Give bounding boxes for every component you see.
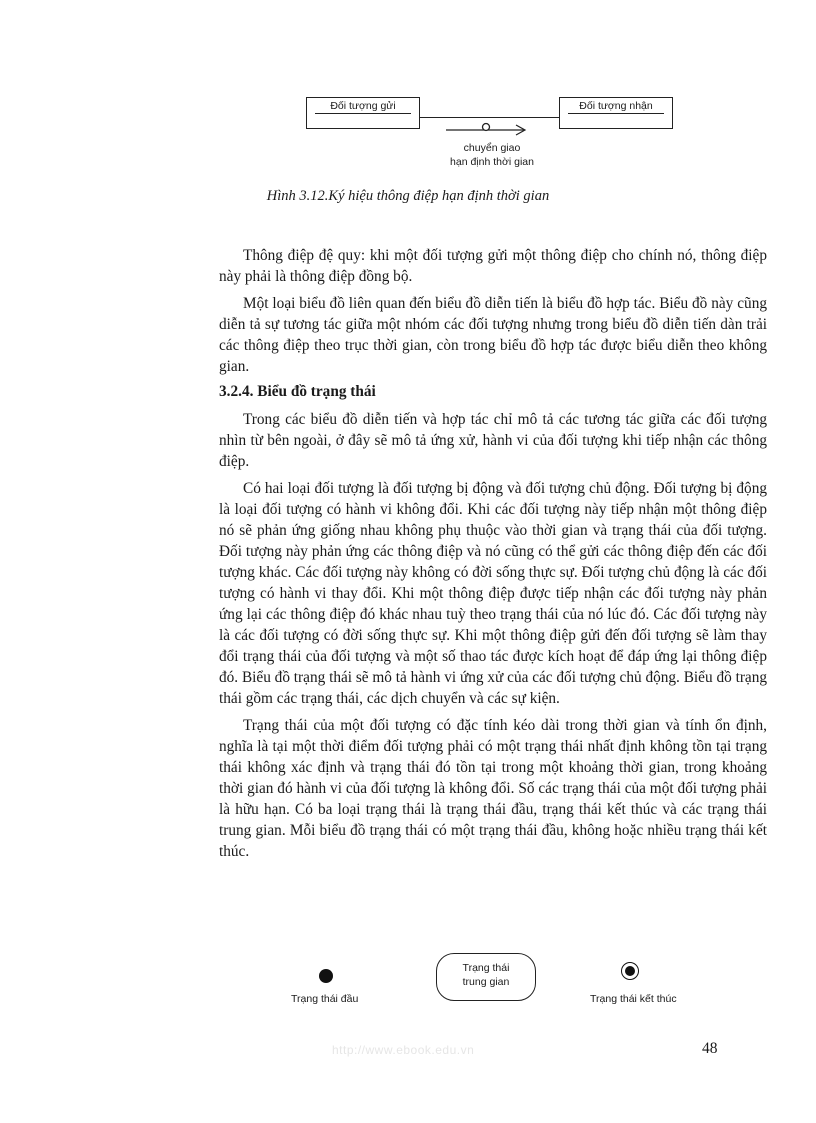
page-number: 48 — [702, 1040, 718, 1057]
paragraph-behavior: Trong các biểu đồ diễn tiến và hợp tác chỉ mô tả các tương tác giữa các đối tượng nhìn từ bên ngoài, ở đây sẽ mô tả ứng xử, hành vi của đối tượng khi tiếp nhận các thông điệp. — [219, 411, 767, 470]
paragraph-recursive-message: Thông điệp đệ quy: khi một đối tượng gửi một thông điệp cho chính nó, thông điệp này phải là thông điệp đồng bộ. — [219, 247, 767, 285]
intro-text — [219, 245, 767, 377]
initial-state-label: Trạng thái đầu — [291, 993, 359, 1005]
receiver-underline — [568, 113, 664, 114]
final-state-inner-icon — [625, 966, 635, 976]
intermediate-state-box — [436, 953, 536, 1001]
intermediate-line-1: Trạng thái — [462, 962, 510, 974]
figure-caption: Hình 3.12.Ký hiệu thông điệp hạn định thời gian — [266, 188, 550, 204]
receiver-object-box — [559, 97, 673, 129]
sender-underline — [315, 113, 411, 114]
initial-state-icon — [319, 969, 333, 983]
lifeline-connector — [419, 117, 559, 118]
paragraph-states: Trạng thái của một đối tượng có đặc tính kéo dài trong thời gian và tính ổn định, nghĩa là tại một thời điểm đối tượng phải có một trạng thái nhất định không tồn tại trạng thái không xác định và trạng thái đó tồn tại trong một khoảng thời gian, trong khoảng thời gian đó hành vi của đối tượng là không đổi. Số các trạng thái của một đối tượng phải là hữu hạn. Có ba loại trạng thái là trạng thái đầu, trạng thái kết thúc và các trạng thái trung gian. Mỗi biểu đồ trạng thái có một trạng thái đầu, không hoặc nhiều trạng thái kết thúc. — [219, 717, 767, 860]
final-state-icon — [621, 962, 639, 980]
message-line-2: hạn định thời gian — [450, 156, 534, 168]
receiver-label: Đối tượng nhận — [579, 100, 653, 112]
message-line-1: chuyển giao — [463, 142, 521, 154]
final-state-label: Trạng thái kết thúc — [590, 993, 677, 1005]
paragraph-object-types: Có hai loại đối tượng là đối tượng bị động và đối tượng chủ động. Đối tượng bị động là loại đối tượng có hành vi không đổi. Khi các đối tượng này tiếp nhận một thông điệp nó sẽ phản ứng giống nhau không phụ thuộc vào thời gian và trạng thái của đối tượng. Đối tượng này phản ứng các thông điệp và nó cũng có thể gửi các thông điệp đến các đối tượng khác. Các đối tượng này không có đời sống thực sự. Đối tượng chủ động là các đối tượng có hành vi thay đổi. Khi một thông điệp được tiếp nhận các đối tượng này phản ứng lại các thông điệp đó khác nhau tuỳ theo trạng thái của nó lúc đó. Các đối tượng này là các đối tượng có đời sống thực sự. Khi một thông điệp gửi đến đối tượng sẽ làm thay đổi trạng thái của đối tượng và một số thao tác được kích hoạt để đáp ứng lại thông điệp đó. Biểu đồ trạng thái sẽ mô tả hành vi ứng xử của các đối tượng chủ động. Biểu đồ trạng thái gồm các trạng thái, các dịch chuyển và các sự kiện. — [219, 480, 767, 707]
intermediate-line-2: trung gian — [462, 976, 510, 988]
section-text — [219, 409, 767, 862]
sender-label: Đối tượng gửi — [330, 100, 396, 112]
section-heading: 3.2.4. Biểu đồ trạng thái — [219, 383, 376, 400]
paragraph-collaboration-diagram: Một loại biểu đồ liên quan đến biểu đồ diễn tiến là biểu đồ hợp tác. Biểu đồ này cũng diễn tả sự tương tác giữa một nhóm các đối tượng nhưng trong biểu đồ diễn tiến dàn trải các thông điệp theo trục thời gian, còn trong biểu đồ hợp tác được biểu diễn theo không gian. — [219, 295, 767, 375]
timed-message-arrow — [440, 120, 540, 138]
footer-url-watermark: http://www.ebook.edu.vn — [332, 1043, 475, 1057]
timed-message-label — [432, 141, 552, 169]
sender-object-box — [306, 97, 420, 129]
